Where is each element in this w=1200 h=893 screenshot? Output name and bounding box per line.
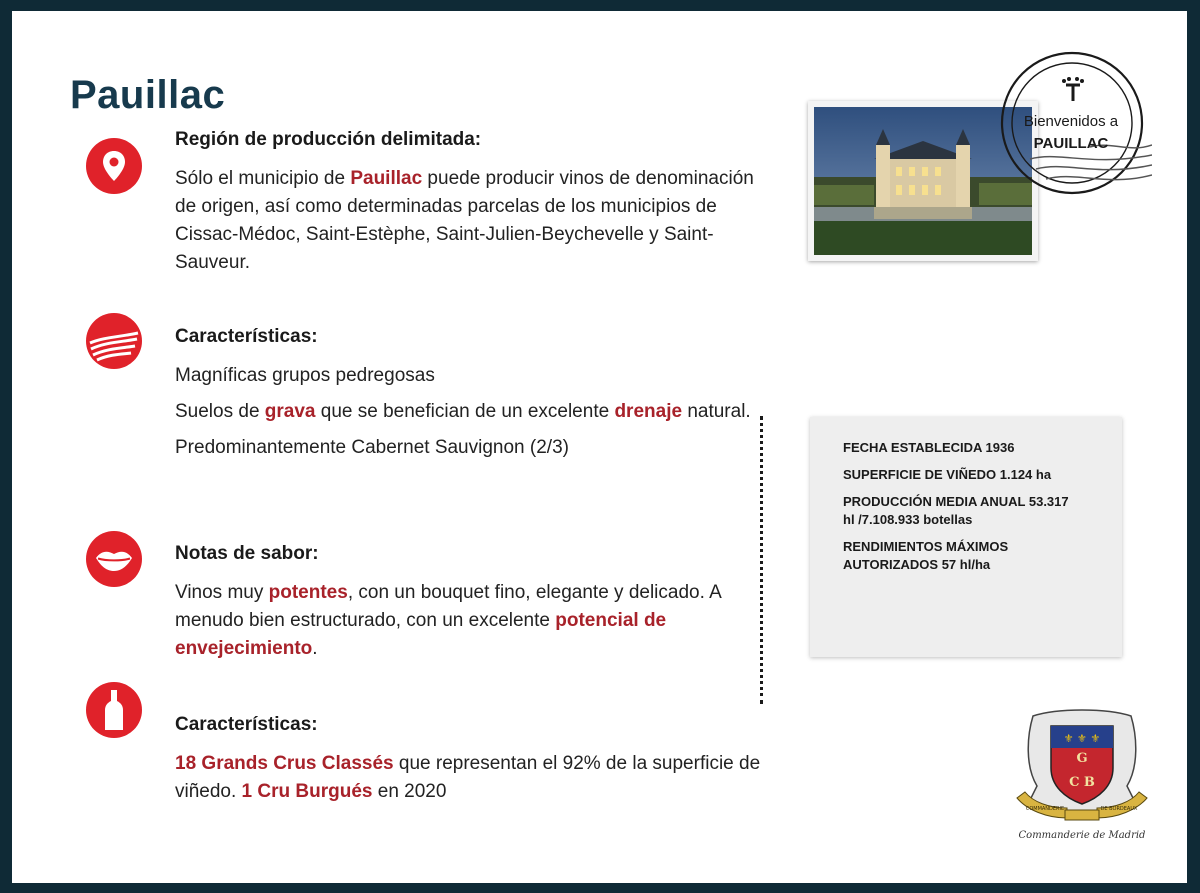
classification-section — [175, 714, 775, 814]
characteristics-line3: Predominantemente Cabernet Sauvignon (2/3) — [175, 437, 569, 458]
slide — [12, 11, 1187, 883]
svg-text:COMMANDERIE: COMMANDERIE — [1025, 806, 1065, 812]
characteristics-heading: Características: — [175, 326, 318, 347]
grands-crus-highlight: 18 Grands Crus Classés — [175, 753, 394, 774]
aging-potential-highlight: potencial de envejecimiento — [175, 610, 667, 659]
classification-text: 18 Grands Crus Classés que representan el 92% de la superficie de viñedo. 1 Cru Burgués en 2020 — [175, 753, 761, 802]
stamp-line1: Bienvenidos a — [1023, 113, 1119, 130]
page-title: Pauillac — [70, 73, 226, 117]
info-production: PRODUCCIÓN MEDIA ANUAL 53.317 hl /7.108.933 botellas — [843, 494, 1069, 527]
info-established: FECHA ESTABLECIDA 1936 — [843, 440, 1015, 455]
pauillac-highlight: Pauillac — [350, 168, 423, 189]
lips-icon — [86, 531, 142, 587]
characteristics-line2: Suelos de grava que se benefician de un excelente drenaje natural. — [175, 401, 751, 422]
commanderie-crest-logo — [1007, 706, 1157, 856]
grava-highlight: grava — [264, 401, 316, 422]
potentes-highlight: potentes — [268, 582, 348, 603]
info-max-yield: RENDIMIENTOS MÁXIMOS AUTORIZADOS 57 hl/ha — [843, 539, 1009, 572]
svg-text:DE BORDEAUX: DE BORDEAUX — [1100, 806, 1138, 812]
classification-heading: Características: — [175, 714, 318, 735]
region-text: Sólo el municipio de Pauillac puede producir vinos de denominación de origen, así como determinadas parcelas de los municipios de Cissac-Médoc, Saint-Estèphe, Saint-Julien-Beychevelle y Saint-Sauveur. — [175, 168, 754, 273]
cru-burgues-highlight: 1 Cru Burgués — [241, 781, 373, 802]
svg-text:⚜ ⚜ ⚜: ⚜ ⚜ ⚜ — [1063, 732, 1101, 745]
wine-bottle-icon — [86, 682, 142, 738]
welcome-stamp — [990, 51, 1152, 201]
crest-caption: Commanderie de Madrid — [1018, 830, 1146, 841]
region-heading: Región de producción delimitada: — [175, 129, 482, 150]
characteristics-line1: Magníficas grupos pedregosas — [175, 365, 435, 386]
svg-text:C B: C B — [1069, 775, 1095, 790]
dotted-divider — [760, 416, 763, 704]
vineyard-rows-icon — [86, 313, 142, 369]
svg-text:G: G — [1076, 751, 1088, 766]
taste-heading: Notas de sabor: — [175, 543, 319, 564]
info-vineyard-area: SUPERFICIE DE VIÑEDO 1.124 ha — [843, 467, 1052, 482]
taste-section — [175, 543, 775, 671]
location-pin-icon — [86, 138, 142, 194]
taste-text: Vinos muy potentes, con un bouquet fino, elegante y delicado. A menudo bien estructurado, con un excelente potencial de envejecimiento. — [175, 582, 721, 659]
characteristics-section — [175, 326, 775, 470]
region-section — [175, 129, 775, 285]
stamp-line2: PAUILLAC — [1033, 135, 1109, 152]
drenaje-highlight: drenaje — [614, 401, 683, 422]
info-box — [810, 417, 1122, 657]
